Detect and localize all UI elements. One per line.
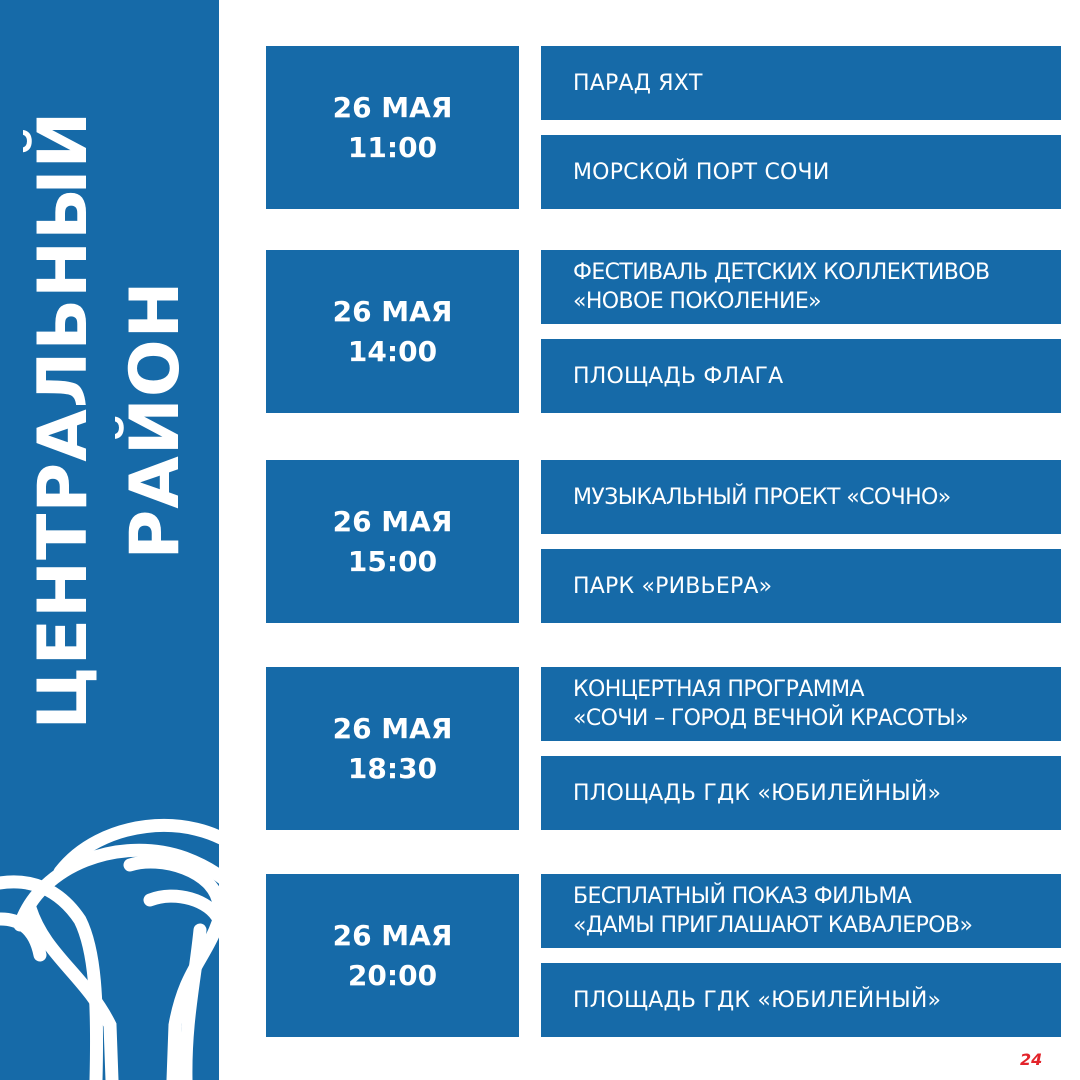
- event-time: 14:00: [347, 334, 438, 368]
- event-row: [266, 874, 1061, 1037]
- event-venue: ПЛОЩАДЬ ГДК «ЮБИЛЕЙНЫЙ»: [541, 756, 1061, 830]
- date-box: [266, 250, 519, 413]
- brand-logo: 24: [1020, 1050, 1043, 1069]
- event-title: КОНЦЕРТНАЯ ПРОГРАММА «СОЧИ – ГОРОД ВЕЧНОЙ КРАСОТЫ»: [541, 667, 1061, 741]
- event-row: [266, 46, 1061, 209]
- event-row: [266, 250, 1061, 413]
- event-title: ПАРАД ЯХТ: [541, 46, 1061, 120]
- district-title-line2: РАЙОН: [116, 280, 195, 560]
- date-box: [266, 460, 519, 623]
- event-time: 18:30: [347, 751, 438, 785]
- event-title: МУЗЫКАЛЬНЫЙ ПРОЕКТ «СОЧНО»: [541, 460, 1061, 534]
- event-date: 26 МАЯ: [332, 90, 453, 124]
- event-row: [266, 667, 1061, 830]
- district-title: [18, 111, 202, 730]
- event-date: 26 МАЯ: [332, 504, 453, 538]
- date-box: [266, 874, 519, 1037]
- event-date: 26 МАЯ: [332, 711, 453, 745]
- event-time: 20:00: [347, 958, 438, 992]
- event-venue: ПАРК «РИВЬЕРА»: [541, 549, 1061, 623]
- event-venue: МОРСКОЙ ПОРТ СОЧИ: [541, 135, 1061, 209]
- event-date: 26 МАЯ: [332, 918, 453, 952]
- event-row: [266, 460, 1061, 623]
- event-time: 15:00: [347, 544, 438, 578]
- date-box: [266, 667, 519, 830]
- event-title: ФЕСТИВАЛЬ ДЕТСКИХ КОЛЛЕКТИВОВ «НОВОЕ ПОКОЛЕНИЕ»: [541, 250, 1061, 324]
- date-box: [266, 46, 519, 209]
- event-date: 26 МАЯ: [332, 294, 453, 328]
- tree-arches-icon: [0, 780, 219, 1080]
- event-title: БЕСПЛАТНЫЙ ПОКАЗ ФИЛЬМА «ДАМЫ ПРИГЛАШАЮТ КАВАЛЕРОВ»: [541, 874, 1061, 948]
- event-venue: ПЛОЩАДЬ ГДК «ЮБИЛЕЙНЫЙ»: [541, 963, 1061, 1037]
- sidebar: [0, 0, 219, 1080]
- event-time: 11:00: [347, 130, 438, 164]
- event-venue: ПЛОЩАДЬ ФЛАГА: [541, 339, 1061, 413]
- district-title-line1: ЦЕНТРАЛЬНЫЙ: [24, 110, 103, 730]
